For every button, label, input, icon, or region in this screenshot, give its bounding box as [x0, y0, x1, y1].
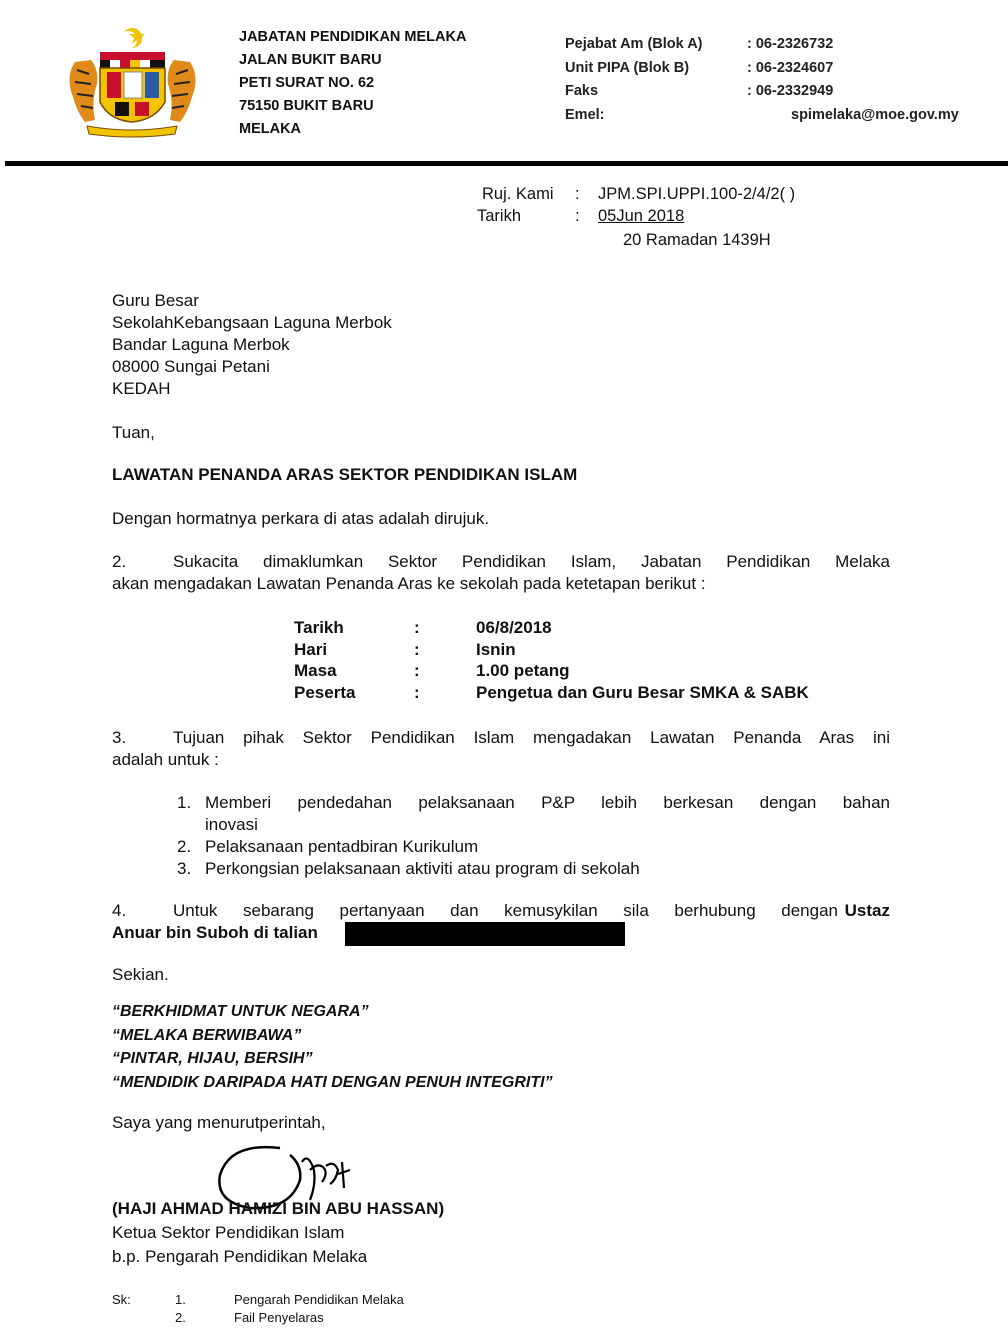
- cc-item: Fail Penyelaras: [234, 1310, 324, 1325]
- address-line: 75150 BUKIT BARU: [239, 98, 374, 114]
- recipient-line: 08000 Sungai Petani: [112, 357, 270, 376]
- ruj-sep: :: [575, 185, 580, 203]
- contact-value: : 06-2324607: [747, 59, 834, 76]
- detail-row: [294, 682, 854, 704]
- slogan: “MENDIDIK DARIPADA HATI DENGAN PENUH INTEGRITI”: [112, 1073, 553, 1091]
- opening-line: Dengan hormatnya perkara di atas adalah dirujuk.: [112, 509, 490, 528]
- detail-row: [294, 639, 854, 661]
- cc-number: 2.: [175, 1310, 186, 1325]
- detail-label: Masa: [294, 661, 337, 680]
- contact-person: Anuar bin Suboh di talian: [112, 923, 318, 942]
- list-item: [177, 858, 890, 880]
- tarikh-value: 05Jun 2018: [598, 207, 685, 225]
- recipient-line: KEDAH: [112, 379, 171, 398]
- reference-block: [477, 183, 902, 255]
- visit-details: [294, 617, 854, 703]
- header-divider: [5, 161, 1008, 166]
- email-link[interactable]: spimelaka@moe.gov.my: [791, 106, 959, 123]
- detail-value: Isnin: [476, 639, 516, 659]
- paragraph-number: 4.: [112, 901, 127, 920]
- list-text: Pelaksanaan pentadbiran Kurikulum: [205, 837, 479, 856]
- paragraph-text: Untuk sebarang pertanyaan dan kemusykilan sila berhubung dengan: [173, 901, 838, 920]
- detail-label: Tarikh: [294, 618, 344, 637]
- subject-heading: LAWATAN PENANDA ARAS SEKTOR PENDIDIKAN ISLAM: [112, 465, 578, 484]
- address-line: MELAKA: [239, 121, 302, 137]
- malaysia-coat-of-arms-icon: [55, 22, 210, 140]
- contact-label: Unit PIPA (Blok B): [565, 59, 690, 76]
- list-item: [177, 792, 890, 836]
- address-line: JABATAN PENDIDIKAN MELAKA: [239, 29, 467, 45]
- salutation: Tuan,: [112, 423, 155, 442]
- cc-label: Sk:: [112, 1292, 131, 1307]
- cc-number: 1.: [175, 1292, 186, 1307]
- paragraph-2: [112, 551, 890, 595]
- contact-block: [565, 33, 985, 127]
- list-text: Perkongsian pelaksanaan aktiviti atau program di sekolah: [205, 859, 640, 878]
- sign-off: Saya yang menurutperintah,: [112, 1113, 326, 1132]
- recipient-line: SekolahKebangsaan Laguna Merbok: [112, 313, 392, 332]
- closing: Sekian.: [112, 965, 169, 984]
- list-number: 3.: [177, 859, 192, 878]
- cc-item: Pengarah Pendidikan Melaka: [234, 1292, 404, 1307]
- paragraph-number: 3.: [112, 728, 127, 747]
- contact-label: Pejabat Am (Blok A): [565, 36, 703, 52]
- list-item: [177, 836, 890, 858]
- ruj-label: Ruj. Kami: [482, 185, 554, 203]
- paragraph-4: [112, 900, 890, 946]
- detail-row: [294, 660, 854, 682]
- contact-value: : 06-2332949: [747, 83, 834, 99]
- list-text: inovasi: [205, 815, 258, 834]
- paragraph-text: adalah untuk :: [112, 750, 219, 769]
- department-address: [239, 26, 466, 141]
- contact-label: Emel:: [565, 106, 605, 123]
- purpose-list: [177, 792, 890, 880]
- detail-sep: :: [414, 682, 420, 702]
- detail-sep: :: [414, 639, 420, 659]
- list-number: 2.: [177, 837, 192, 856]
- detail-value: 1.00 petang: [476, 661, 570, 680]
- tarikh-sep: :: [575, 207, 580, 225]
- address-line: PETI SURAT NO. 62: [239, 75, 375, 91]
- list-text: Memberi pendedahan pelaksanaan P&P lebih berkesan dengan bahan: [205, 793, 890, 812]
- detail-value: Pengetua dan Guru Besar SMKA & SABK: [476, 682, 809, 702]
- recipient-line: Bandar Laguna Merbok: [112, 335, 290, 354]
- tarikh-label: Tarikh: [477, 207, 522, 225]
- ruj-value: JPM.SPI.UPPI.100-2/4/2( ): [598, 185, 796, 203]
- signatory-name: (HAJI AHMAD HAMIZI BIN ABU HASSAN): [112, 1199, 445, 1218]
- contact-person-title: Ustaz: [844, 901, 890, 920]
- paragraph-text: akan mengadakan Lawatan Penanda Aras ke sekolah pada ketetapan berikut :: [112, 574, 706, 593]
- detail-sep: :: [414, 618, 420, 637]
- slogans: [112, 1000, 553, 1094]
- detail-label: Hari: [294, 639, 328, 659]
- signatory-block: [112, 1198, 444, 1268]
- signatory-on-behalf: b.p. Pengarah Pendidikan Melaka: [112, 1247, 368, 1266]
- recipient-line: Guru Besar: [112, 291, 199, 310]
- detail-row: [294, 617, 854, 639]
- signatory-title: Ketua Sektor Pendidikan Islam: [112, 1223, 345, 1242]
- redaction-bar: [345, 922, 625, 946]
- paragraph-number: 2.: [112, 552, 127, 571]
- detail-value: 06/8/2018: [476, 618, 552, 637]
- hijri-date: 20 Ramadan 1439H: [623, 231, 771, 249]
- paragraph-text: Sukacita dimaklumkan Sektor Pendidikan Islam, Jabatan Pendidikan Melaka: [173, 552, 890, 571]
- slogan: “BERKHIDMAT UNTUK NEGARA”: [112, 1003, 369, 1020]
- slogan: “PINTAR, HIJAU, BERSIH”: [112, 1050, 313, 1067]
- contact-label: Faks: [565, 83, 599, 99]
- slogan: “MELAKA BERWIBAWA”: [112, 1026, 302, 1044]
- detail-sep: :: [414, 661, 420, 680]
- detail-label: Peserta: [294, 682, 356, 702]
- paragraph-text: Tujuan pihak Sektor Pendidikan Islam mengadakan Lawatan Penanda Aras ini: [173, 728, 890, 747]
- list-number: 1.: [177, 793, 192, 812]
- cc-list: [112, 1291, 512, 1331]
- address-line: JALAN BUKIT BARU: [239, 52, 382, 68]
- contact-value: : 06-2326732: [747, 36, 834, 52]
- recipient-address: [112, 290, 392, 400]
- paragraph-3: [112, 727, 890, 771]
